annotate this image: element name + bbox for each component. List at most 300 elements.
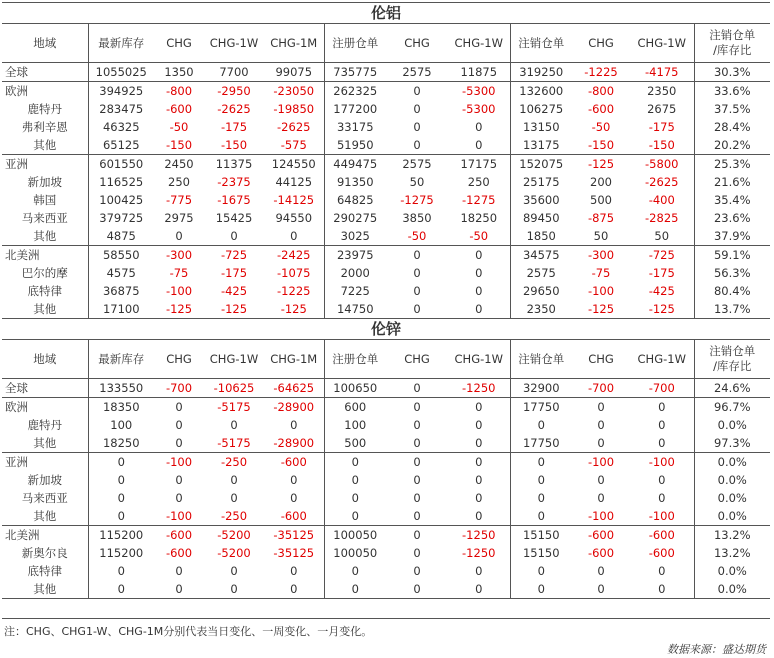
value-cell: 44125 [264,173,324,191]
value-cell: 50 [409,175,425,189]
value-cell: 35600 [522,193,560,207]
value-cell: 0 [351,564,359,578]
value-cell: 100650 [324,379,386,398]
value-cell: 0.0% [694,580,770,599]
value-cell: 0 [597,564,605,578]
value-cell: -1250 [448,379,510,398]
footnote: 注：CHG、CHG1-W、CHG-1M分别代表当日变化、一周变化、一月变化。 [4,625,373,638]
value-cell: 13150 [522,120,560,134]
value-cell: -125 [587,157,615,171]
value-cell: 0 [230,564,238,578]
value-cell: 15150 [522,546,560,560]
value-cell: -50 [591,120,611,134]
value-cell: 0 [88,507,154,526]
value-cell: 11375 [215,157,253,171]
value-cell: 0 [510,580,572,599]
value-cell: 3025 [324,227,386,246]
value-cell: 64825 [336,193,374,207]
value-cell: 0 [351,473,359,487]
value-cell: -2625 [217,102,251,116]
value-cell: -1225 [264,282,324,300]
region-cell: 其他 [2,300,88,319]
value-cell: -600 [264,453,324,472]
column-header: CHG [386,24,448,63]
value-cell: -600 [587,546,615,560]
value-cell: -100 [165,455,193,469]
value-cell: -1675 [217,193,251,207]
value-cell: 100 [110,418,133,432]
value-cell: 0 [351,455,359,469]
value-cell: 0 [386,136,448,155]
region-cell: 其他 [2,580,88,599]
value-cell: 94550 [264,209,324,227]
value-cell: -400 [630,191,694,209]
value-cell: 33.6% [713,84,751,98]
value-cell: 18350 [102,400,140,414]
column-header: 注销仓单 /库存比 [694,24,770,63]
value-cell: 0 [597,418,605,432]
value-cell: 50 [572,227,630,246]
column-header: 最新库存 [88,340,154,379]
column-header: CHG-1M [264,24,324,63]
column-header: CHG-1W [448,340,510,379]
value-cell: 17750 [522,400,560,414]
value-cell: 0 [413,473,421,487]
value-cell: 0 [597,491,605,505]
value-cell: 0 [572,580,630,599]
value-cell: 32900 [510,379,572,398]
value-cell: -600 [264,507,324,526]
value-cell: -600 [587,528,615,542]
value-cell: 0 [537,418,545,432]
value-cell: 2350 [510,300,572,319]
value-cell: 100050 [333,528,378,542]
value-cell: -75 [169,266,189,280]
value-cell: 0 [537,564,545,578]
value-cell: 0 [204,227,264,246]
value-cell: 106275 [519,102,564,116]
value-cell: -725 [220,248,248,262]
value-cell: 290275 [333,211,378,225]
value-cell: -14125 [264,191,324,209]
value-cell: -725 [630,246,694,265]
value-cell: 50 [630,227,694,246]
value-cell: -600 [630,526,694,545]
value-cell: -1275 [400,193,434,207]
table-row [2,136,770,155]
value-cell: 449475 [333,157,378,171]
value-cell: 0 [448,580,510,599]
value-cell: -5200 [217,528,251,542]
column-header: 注销仓单 /库存比 [694,340,770,379]
value-cell: 0 [448,471,510,489]
value-cell: -600 [165,102,193,116]
value-cell: 4875 [88,227,154,246]
value-cell: 23.6% [713,211,751,225]
value-cell: 0 [448,453,510,472]
value-cell: 0 [630,580,694,599]
value-cell: -5300 [448,82,510,101]
value-cell: -600 [165,546,193,560]
value-cell: -2425 [264,246,324,265]
table-row [2,471,770,489]
value-cell: 99075 [264,63,324,82]
value-cell: 115200 [99,546,144,560]
value-cell: -425 [630,282,694,300]
inventory-report [2,2,770,599]
value-cell: -875 [587,211,615,225]
value-cell: 0 [572,434,630,453]
column-header: CHG-1W [204,340,264,379]
value-cell: -50 [386,227,448,246]
section-title-row [2,319,770,340]
value-cell: 200 [590,175,612,189]
value-cell: 100050 [333,546,378,560]
value-cell: 0 [386,507,448,526]
value-cell: -125 [264,300,324,319]
value-cell: 0 [264,562,324,580]
column-header: CHG [572,24,630,63]
value-cell: -2375 [217,175,251,189]
value-cell: 0 [448,398,510,417]
value-cell: -300 [165,248,193,262]
value-cell: 0 [117,564,125,578]
value-cell: 29650 [522,284,560,298]
value-cell: -250 [220,455,248,469]
value-cell: -2625 [630,173,694,191]
value-cell: -1225 [572,63,630,82]
value-cell: -175 [630,264,694,282]
region-cell: 欧洲 [2,398,88,417]
table-row [2,526,770,545]
table-row [2,100,770,118]
value-cell: -775 [165,193,193,207]
value-cell: 25175 [522,175,560,189]
value-cell: 0 [448,246,510,265]
value-cell: 250 [448,173,510,191]
value-cell: 394925 [99,84,144,98]
value-cell: 0.0% [717,455,747,469]
value-cell: 15425 [215,211,253,225]
value-cell: -64625 [264,379,324,398]
value-cell: 0 [413,84,421,98]
value-cell: -175 [630,118,694,136]
value-cell: -100 [630,507,694,526]
value-cell: 18250 [88,434,154,453]
table-row [2,155,770,174]
value-cell: 0 [413,120,421,134]
value-cell: 319250 [510,63,572,82]
value-cell: 35.4% [713,193,751,207]
column-header: 注册仓单 [324,340,386,379]
value-cell: 37.9% [694,227,770,246]
value-cell: 0 [386,434,448,453]
value-cell: 100425 [99,193,144,207]
value-cell: -600 [165,528,193,542]
value-cell: -35125 [264,526,324,545]
value-cell: 4575 [106,266,136,280]
region-cell: 鹿特丹 [2,416,88,434]
value-cell: 0 [154,227,204,246]
value-cell: 14750 [324,300,386,319]
column-header: CHG [572,340,630,379]
column-header: CHG [154,340,204,379]
value-cell: -35125 [264,544,324,562]
column-header: 注销仓单 [510,24,572,63]
value-cell: 0 [537,455,545,469]
value-cell: -575 [264,136,324,155]
value-cell: 17750 [510,434,572,453]
value-cell: -100 [572,507,630,526]
column-header: CHG [386,340,448,379]
column-header: 最新库存 [88,24,154,63]
value-cell: 7700 [204,63,264,82]
value-cell: 51950 [324,136,386,155]
value-cell: -125 [204,300,264,319]
value-cell: 735775 [324,63,386,82]
table-row [2,191,770,209]
value-cell: -125 [630,300,694,319]
value-cell: -28900 [264,434,324,453]
value-cell: 600 [344,400,367,414]
value-cell: 0 [117,455,125,469]
inventory-table [2,2,770,599]
value-cell: 0 [264,416,324,434]
table-row [2,118,770,136]
column-header: 地域 [2,340,88,379]
region-cell: 北美洲 [2,526,88,545]
value-cell: 2000 [340,266,370,280]
value-cell: -5300 [448,100,510,118]
value-cell: 0 [324,580,386,599]
section-title: 伦铝 [2,3,770,24]
table-row [2,434,770,453]
value-cell: 0 [448,562,510,580]
column-header: 地域 [2,24,88,63]
column-header: CHG [154,24,204,63]
table-row [2,544,770,562]
column-header: CHG-1W [448,24,510,63]
region-cell: 鹿特丹 [2,100,88,118]
value-cell: 0 [510,507,572,526]
region-cell: 亚洲 [2,453,88,472]
region-cell: 韩国 [2,191,88,209]
value-cell: 13.2% [713,546,751,560]
value-cell: -125 [154,300,204,319]
value-cell: 0 [413,266,421,280]
value-cell: 2575 [386,63,448,82]
value-cell: 0 [117,473,125,487]
value-cell: 65125 [88,136,154,155]
value-cell: -700 [572,379,630,398]
value-cell: 20.2% [694,136,770,155]
value-cell: 0 [264,489,324,507]
value-cell: -10625 [204,379,264,398]
value-cell: -75 [591,266,611,280]
table-row [2,379,770,398]
value-cell: -28900 [264,398,324,417]
region-cell: 巴尔的摩 [2,264,88,282]
value-cell: 0 [175,418,183,432]
value-cell: -250 [204,507,264,526]
value-cell: 100 [344,418,367,432]
region-cell: 新加坡 [2,471,88,489]
value-cell: 33175 [336,120,374,134]
region-cell: 新奥尔良 [2,544,88,562]
value-cell: 80.4% [713,284,751,298]
value-cell: 0 [88,580,154,599]
value-cell: 0 [154,580,204,599]
value-cell: 0 [175,491,183,505]
value-cell: -125 [572,300,630,319]
value-cell: 46325 [102,120,140,134]
value-cell: 96.7% [713,400,751,414]
value-cell: 0 [413,528,421,542]
value-cell: 0 [175,564,183,578]
table-row [2,507,770,526]
region-cell: 其他 [2,227,88,246]
value-cell: 0 [448,136,510,155]
value-cell: 177200 [333,102,378,116]
value-cell: -100 [165,284,193,298]
value-cell: 0 [630,434,694,453]
value-cell: 1850 [510,227,572,246]
value-cell: 23975 [336,248,374,262]
value-cell: -5175 [204,434,264,453]
value-cell: 262325 [333,84,378,98]
value-cell: -425 [220,284,248,298]
value-cell: 0 [230,473,238,487]
value-cell: 2675 [630,100,694,118]
value-cell: 132600 [519,84,564,98]
value-cell: 0 [630,562,694,580]
value-cell: 0 [413,400,421,414]
value-cell: -150 [630,136,694,155]
value-cell: 2975 [164,211,194,225]
region-cell: 亚洲 [2,155,88,174]
column-header: CHG-1W [630,340,694,379]
value-cell: 0 [597,400,605,414]
value-cell: 59.1% [713,248,751,262]
table-row [2,562,770,580]
value-cell: -150 [204,136,264,155]
value-cell: 24.6% [694,379,770,398]
table-row [2,398,770,417]
value-cell: -100 [587,284,615,298]
value-cell: -4175 [630,63,694,82]
value-cell: 0 [264,580,324,599]
table-row [2,227,770,246]
value-cell: -50 [169,120,189,134]
value-cell: -100 [587,455,615,469]
value-cell: 0 [386,580,448,599]
column-header: 注销仓单 [510,340,572,379]
value-cell: 0 [630,398,694,417]
value-cell: 36875 [102,284,140,298]
value-cell: 58550 [102,248,140,262]
value-cell: 0 [413,284,421,298]
value-cell: 97.3% [694,434,770,453]
value-cell: 0 [413,546,421,560]
value-cell: 28.4% [713,120,751,134]
value-cell: -2825 [630,209,694,227]
value-cell: 116525 [99,175,144,189]
value-cell: 2575 [402,157,432,171]
header-row [2,24,770,63]
value-cell: 0 [448,489,510,507]
value-cell: 30.3% [694,63,770,82]
table-row [2,416,770,434]
value-cell: 0 [264,471,324,489]
region-cell: 马来西亚 [2,489,88,507]
value-cell: 0 [204,580,264,599]
value-cell: 2575 [526,266,556,280]
table-row [2,282,770,300]
table-row [2,264,770,282]
value-cell: 0 [175,400,183,414]
value-cell: 0 [448,264,510,282]
value-cell: 0 [230,418,238,432]
region-cell: 底特律 [2,562,88,580]
region-cell: 其他 [2,507,88,526]
value-cell: -2625 [264,118,324,136]
value-cell: 500 [324,434,386,453]
bottom-rule [2,618,770,619]
value-cell: 34575 [522,248,560,262]
column-header: 注册仓单 [324,24,386,63]
table-row [2,63,770,82]
value-cell: 0 [324,507,386,526]
value-cell: 250 [168,175,190,189]
header-row [2,340,770,379]
value-cell: -700 [154,379,204,398]
value-cell: 0.0% [717,418,747,432]
value-cell: 0.0% [717,473,747,487]
value-cell: 0 [448,434,510,453]
value-cell: -1250 [448,526,510,545]
region-cell: 全球 [2,379,88,398]
value-cell: 0 [413,564,421,578]
value-cell: 601550 [99,157,144,171]
value-cell: -150 [572,136,630,155]
value-cell: 0 [230,491,238,505]
column-header: CHG-1M [264,340,324,379]
value-cell: 7225 [340,284,370,298]
value-cell: -300 [587,248,615,262]
value-cell: -1275 [448,191,510,209]
region-cell: 马来西亚 [2,209,88,227]
value-cell: -5175 [217,400,251,414]
value-cell: 0 [117,491,125,505]
value-cell: -100 [154,507,204,526]
value-cell: 0.0% [717,491,747,505]
column-header: CHG-1W [204,24,264,63]
value-cell: 152075 [519,157,564,171]
value-cell: 0 [448,416,510,434]
value-cell: -1075 [264,264,324,282]
value-cell: 0 [413,455,421,469]
value-cell: 13.2% [713,528,751,542]
value-cell: -150 [154,136,204,155]
region-cell: 弗利辛恩 [2,118,88,136]
value-cell: -5200 [217,546,251,560]
value-cell: 0 [537,473,545,487]
value-cell: 379725 [99,211,144,225]
value-cell: -5800 [630,155,694,174]
value-cell: 0 [413,418,421,432]
value-cell: 37.5% [713,102,751,116]
value-cell: 0 [448,300,510,319]
